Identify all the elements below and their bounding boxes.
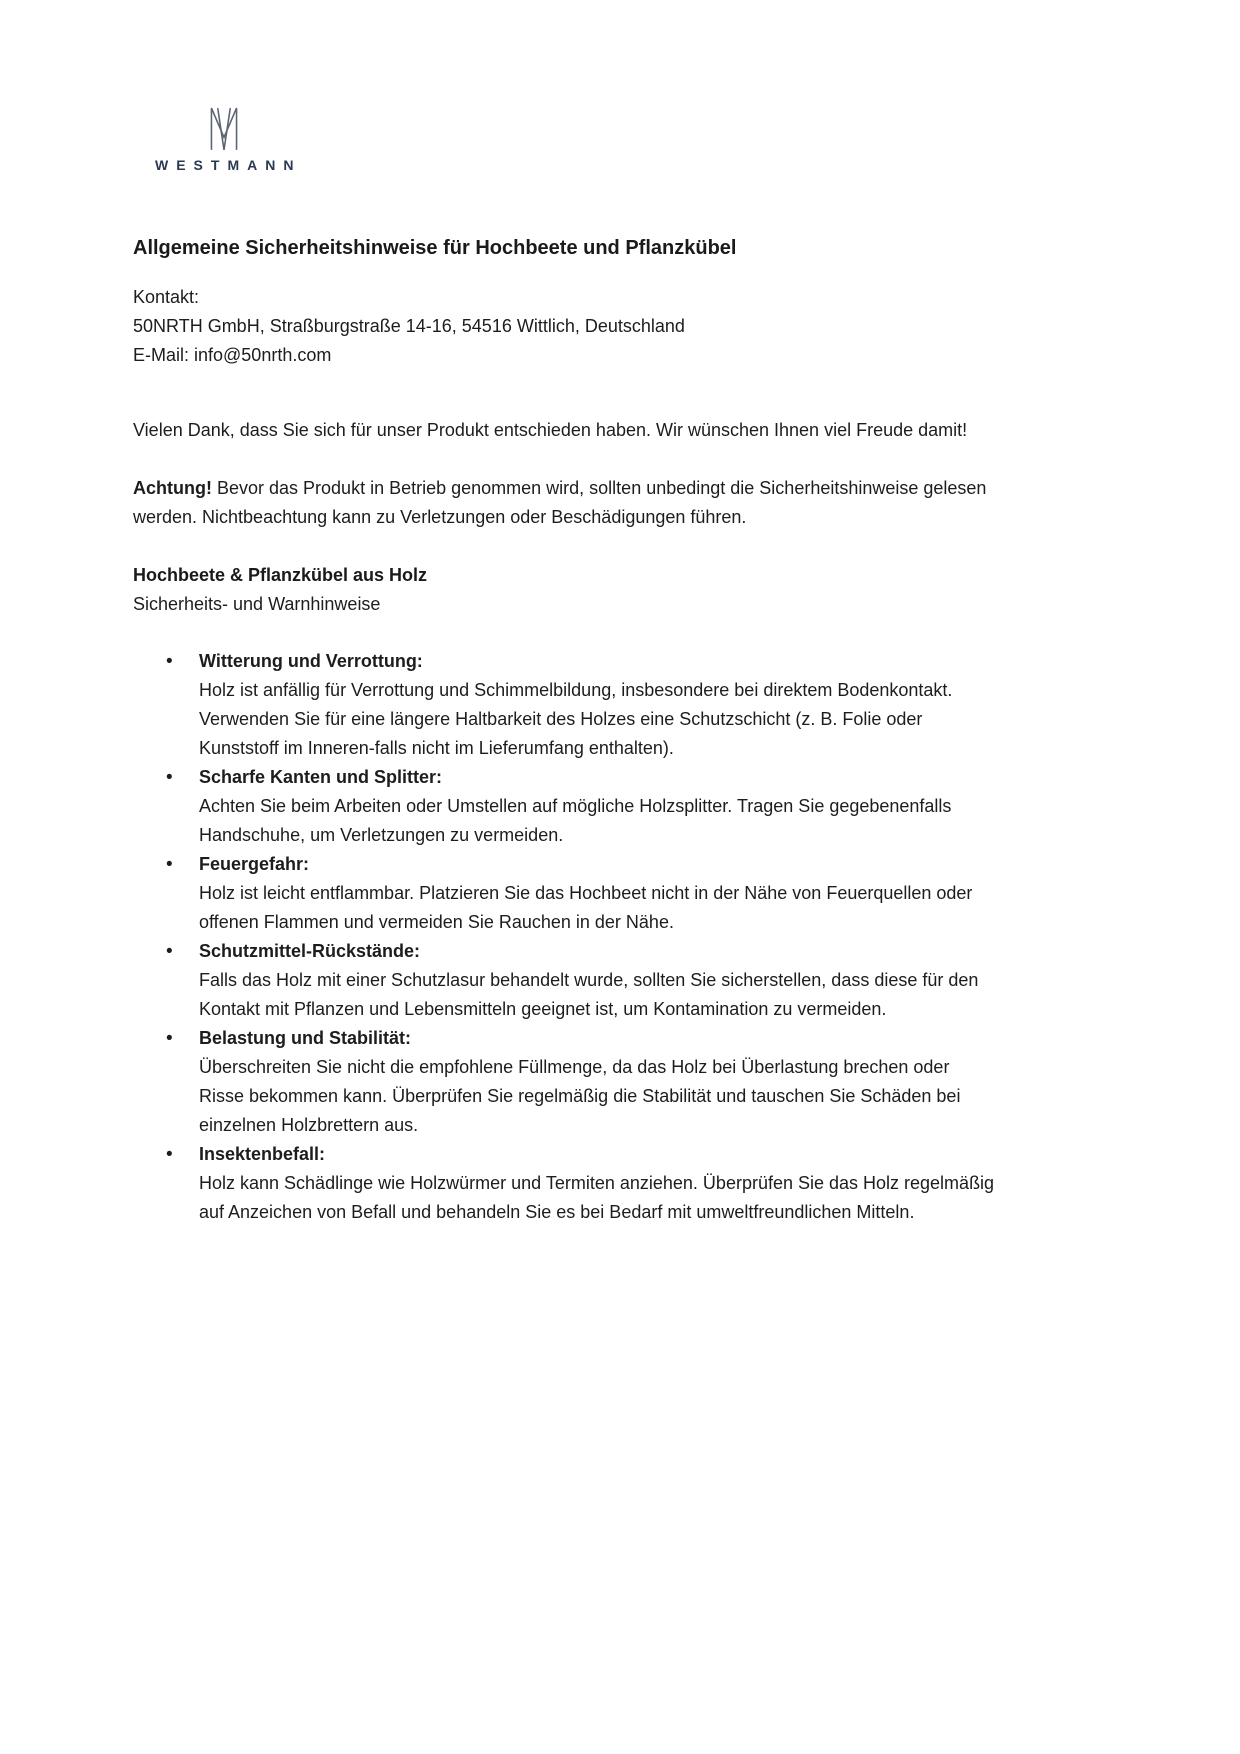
westmann-monogram-icon xyxy=(208,106,240,152)
bullet-text: Achten Sie beim Arbeiten oder Umstellen auf mögliche Holzsplitter. Tragen Sie gegebenenfalls Handschuhe, um Verletzungen zu vermeiden. xyxy=(199,796,952,845)
bullet-title: • Insektenbefall: xyxy=(199,1144,326,1164)
section-header xyxy=(133,561,1010,619)
bullet-text: Holz kann Schädlinge wie Holzwürmer und Termiten anziehen. Überprüfen Sie das Holz regelmäßig auf Anzeichen von Befall und behandeln Sie es bei Bedarf mit umweltfreundlichen Mitteln. xyxy=(199,1173,995,1222)
bullet-title: • Scharfe Kanten und Splitter: xyxy=(199,767,443,787)
bullet-item-insektenbefall xyxy=(199,1140,1010,1227)
bullet-item-kanten xyxy=(199,763,1010,850)
bullet-title: • Belastung und Stabilität: xyxy=(199,1028,412,1048)
bullet-text: Holz ist anfällig für Verrottung und Schimmelbildung, insbesondere bei direktem Bodenkontakt. Verwenden Sie für eine längere Haltbarkeit des Holzes eine Schutzschicht (z. B. Folie oder Kunststoff im Inneren-falls nicht im Lieferumfang enthalten). xyxy=(199,680,953,758)
bullet-item-feuergefahr xyxy=(199,850,1010,937)
bullet-item-schutzmittel xyxy=(199,937,1010,1024)
safety-bullet-list xyxy=(133,647,1010,1227)
bullet-item-witterung xyxy=(199,647,1010,763)
bullet-title: • Schutzmittel-Rückstände: xyxy=(199,941,421,961)
bullet-title: • Witterung und Verrottung: xyxy=(199,651,423,671)
warning-text: Bevor das Produkt in Betrieb genommen wird, sollten unbedingt die Sicherheitshinweise gelesen werden. Nichtbeachtung kann zu Verletzungen oder Beschädigungen führen. xyxy=(133,478,987,527)
warning-label: Achtung! xyxy=(133,478,212,498)
warning-paragraph xyxy=(133,474,1010,532)
intro-paragraph: Vielen Dank, dass Sie sich für unser Produkt entschieden haben. Wir wünschen Ihnen viel Freude damit! xyxy=(133,420,968,440)
bullet-text: Holz ist leicht entflammbar. Platzieren Sie das Hochbeet nicht in der Nähe von Feuerquellen oder offenen Flammen und vermeiden Sie Rauchen in der Nähe. xyxy=(199,883,973,932)
section-heading: Hochbeete & Pflanzkübel aus Holz xyxy=(133,565,428,585)
page-title: Allgemeine Sicherheitshinweise für Hochbeete und Pflanzkübel xyxy=(133,237,737,259)
contact-address: 50NRTH GmbH, Straßburgstraße 14-16, 54516 Wittlich, Deutschland xyxy=(133,316,685,336)
brand-name: WESTMANN xyxy=(155,157,302,173)
bullet-text: Überschreiten Sie nicht die empfohlene Füllmenge, da das Holz bei Überlastung brechen oder Risse bekommen kann. Überprüfen Sie regelmäßig die Stabilität und tauschen Sie Schäden bei einzelnen Holzbrettern aus. xyxy=(199,1057,961,1135)
section-subheading: Sicherheits- und Warnhinweise xyxy=(133,594,381,614)
bullet-title: • Feuergefahr: xyxy=(199,854,310,874)
bullet-item-belastung xyxy=(199,1024,1010,1140)
westmann-logo xyxy=(155,106,302,173)
contact-block xyxy=(133,283,1010,370)
bullet-text: Falls das Holz mit einer Schutzlasur behandelt wurde, sollten Sie sicherstellen, dass diese für den Kontakt mit Pflanzen und Lebensmitteln geeignet ist, um Kontamination zu vermeiden. xyxy=(199,970,979,1019)
contact-email: E-Mail: info@50nrth.com xyxy=(133,345,332,365)
contact-label: Kontakt: xyxy=(133,287,200,307)
